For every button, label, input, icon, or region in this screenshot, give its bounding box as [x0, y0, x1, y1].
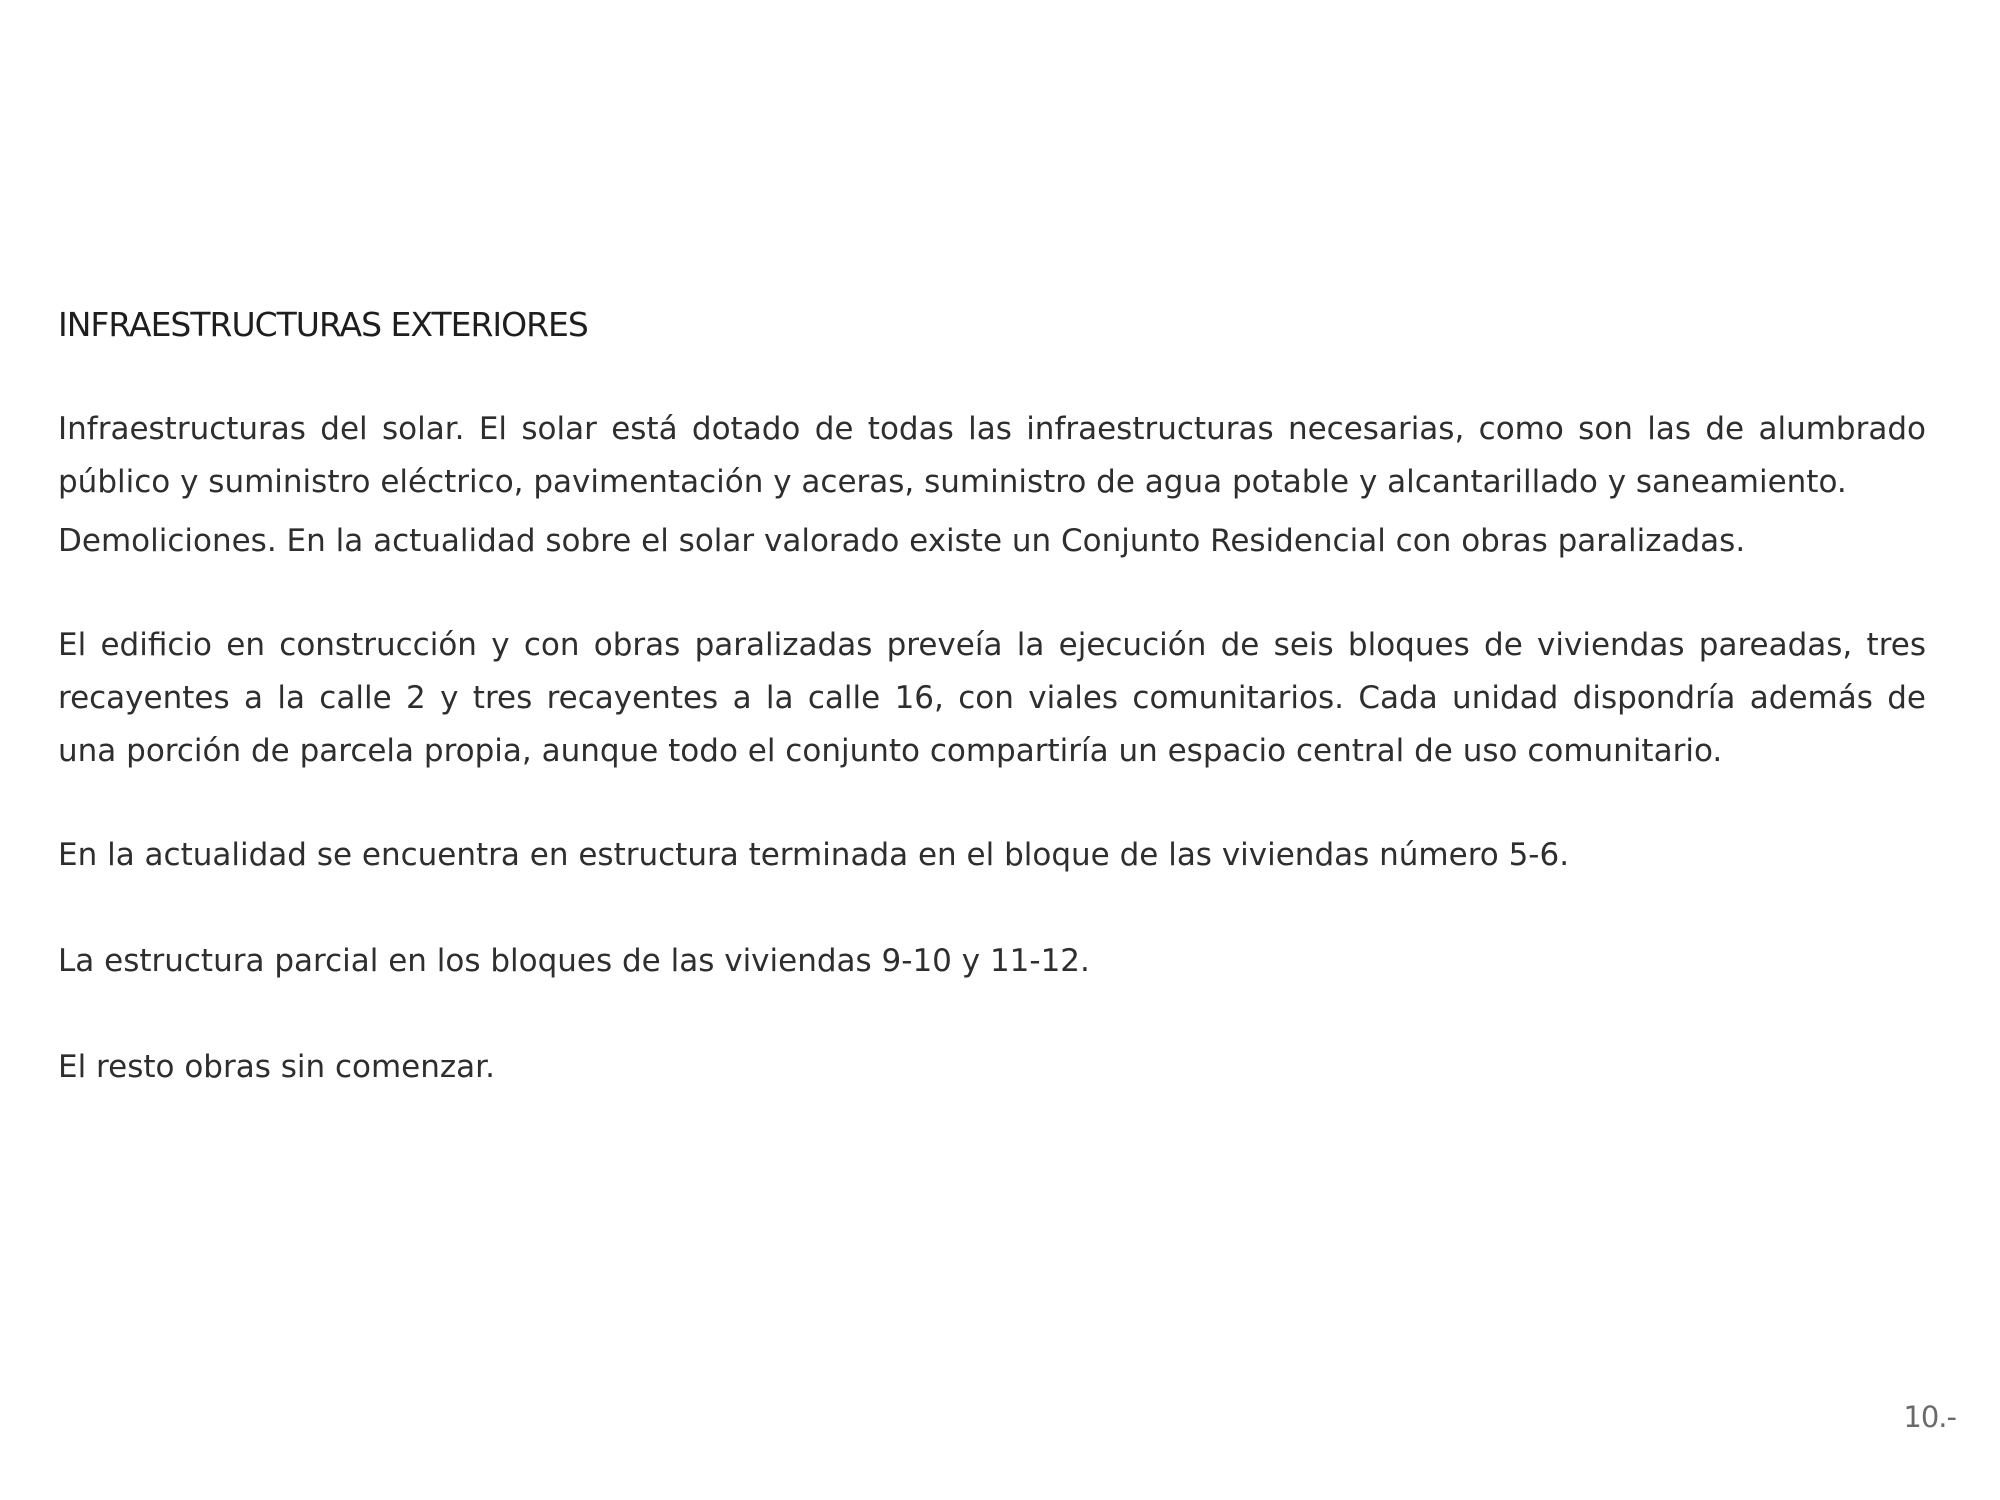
- paragraph-line: recayentes a la calle 2 y tres recayentes a la calle 16, con viales comunitarios. Cada unidad dispondría además de: [58, 680, 1926, 716]
- paragraph-line: Infraestructuras del solar. El solar está dotado de todas las infraestructuras necesarias, como son las de alumbrado: [58, 411, 1926, 447]
- paragraph-edificio: [58, 619, 1926, 778]
- paragraph-line: público y suministro eléctrico, pavimentación y aceras, suministro de agua potable y alcantarillado y saneamiento.: [58, 464, 1847, 500]
- paragraph-line: El edificio en construcción y con obras paralizadas preveía la ejecución de seis bloques de viviendas pareadas, tres: [58, 627, 1926, 663]
- page-number: 10.-: [1903, 1400, 1956, 1434]
- paragraph-line: una porción de parcela propia, aunque todo el conjunto compartiría un espacio central de uso comunitario.: [58, 733, 1723, 769]
- paragraph-line: En la actualidad se encuentra en estructura terminada en el bloque de las viviendas número 5-6.: [58, 837, 1570, 873]
- paragraph-line: El resto obras sin comenzar.: [58, 1049, 495, 1085]
- paragraph-resto-obras: [58, 1041, 1926, 1094]
- paragraph-estructura-terminada: [58, 829, 1926, 882]
- paragraph-estructura-parcial: [58, 935, 1926, 988]
- paragraph-line: Demoliciones. En la actualidad sobre el solar valorado existe un Conjunto Residencial con obras paralizadas.: [58, 523, 1746, 559]
- paragraph-infraestructuras: [58, 403, 1926, 568]
- paragraph-line: La estructura parcial en los bloques de las viviendas 9-10 y 11-12.: [58, 943, 1090, 979]
- section-heading: INFRAESTRUCTURAS EXTERIORES: [58, 305, 588, 344]
